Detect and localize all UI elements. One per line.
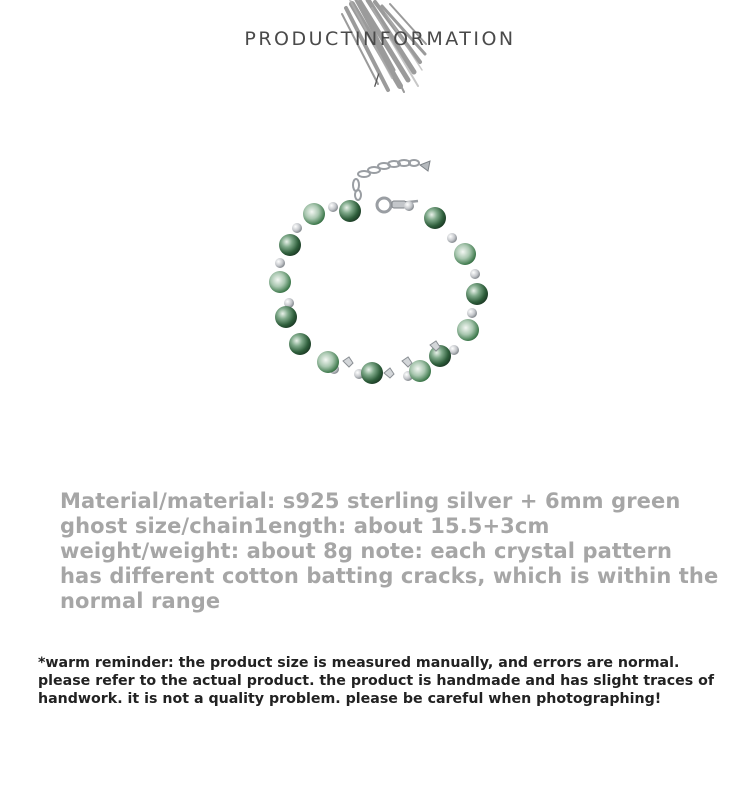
product-spec-description: Material/material: s925 sterling silver + 6mm green ghost size/chain1ength: about 15.5+3cm weight/weight: about 8g note: each crystal pattern has different cotton batting cracks, which is within the normal range bbox=[60, 489, 719, 613]
title-slash-decoration: / bbox=[374, 70, 380, 89]
page-title: PRODUCTINFORMATION bbox=[244, 28, 516, 50]
warm-reminder-note: *warm reminder: the product size is measured manually, and errors are normal. please refer to the actual product. the product is handmade and has slight traces of handwork. it is not a quality problem. please be careful when photographing! bbox=[38, 655, 715, 707]
bracelet-product-image bbox=[250, 145, 500, 395]
